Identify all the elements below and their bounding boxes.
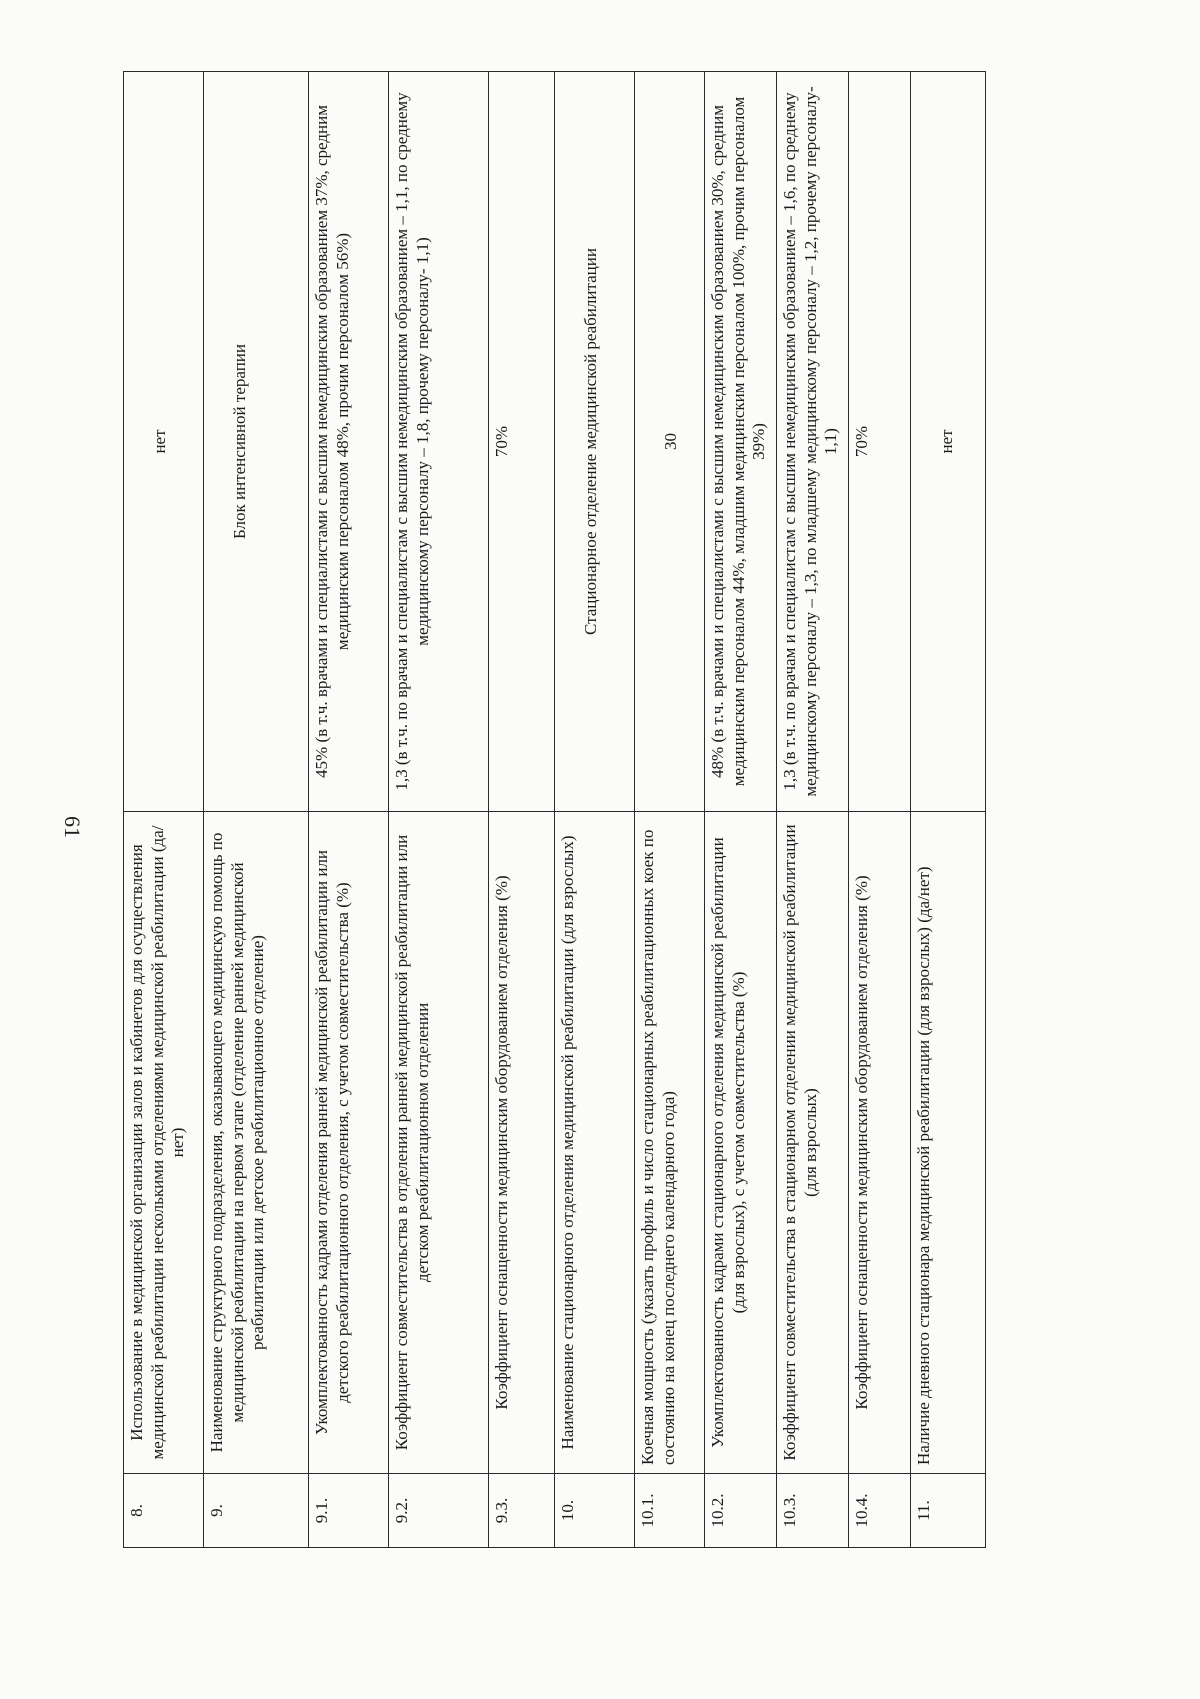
table-row [389,72,489,1548]
row-value: 70% [489,72,555,812]
row-number: 10. [555,1474,635,1548]
row-description: Наличие дневного стационара медицинской реабилитации (для взрослых) (да/нет) [911,812,986,1474]
row-description: Коэффициент оснащенности медицинским оборудованием отделения (%) [849,812,911,1474]
row-value: 30 [635,72,705,812]
table-row [911,72,986,1548]
row-number: 9. [204,1474,309,1548]
row-value: 70% [849,72,911,812]
row-number: 9.1. [309,1474,389,1548]
row-description: Коэффициент совместительства в стационарном отделении медицинской реабилитации (для взрослых) [777,812,849,1474]
row-number: 10.4. [849,1474,911,1548]
row-value: 45% (в т.ч. врачами и специалистами с высшим немедицинским образованием 37%, средним медицинским персоналом 48%, прочим персоналом 56%) [309,72,389,812]
row-number: 9.2. [389,1474,489,1548]
row-number: 11. [911,1474,986,1548]
row-value: 48% (в т.ч. врачами и специалистами с высшим немедицинским образованием 30%, средним медицинским персоналом 44%, младшим медицинским персоналом 100%, прочим персоналом 39%) [705,72,777,812]
row-value: 1,3 (в т.ч. по врачам и специалистам с высшим немедицинским образованием – 1,6, по среднему медицинскому персоналу – 1,3, по младшему медицинскому персоналу – 1,2, прочему персоналу- 1,1) [777,72,849,812]
table-row [204,72,309,1548]
row-number: 8. [124,1474,204,1548]
table-row [555,72,635,1548]
row-value: Стационарное отделение медицинской реабилитации [555,72,635,812]
row-description: Коэффициент совместительства в отделении ранней медицинской реабилитации или детском реабилитационном отделении [389,812,489,1474]
row-value: нет [124,72,204,812]
table-row [635,72,705,1548]
table-row [124,72,204,1548]
rehabilitation-table [123,71,986,1548]
row-number: 10.2. [705,1474,777,1548]
row-description: Наименование структурного подразделения, оказывающего медицинскую помощь по медицинской реабилитации на первом этапе (отделение ранней медицинской реабилитации или детское реабилитационное отделение) [204,812,309,1474]
table-row [849,72,911,1548]
page-number: 61 [60,816,85,838]
row-number: 9.3. [489,1474,555,1548]
row-number: 10.1. [635,1474,705,1548]
rotated-table-container [123,86,1023,1548]
table-row [309,72,389,1548]
row-description: Укомплектованность кадрами стационарного отделения медицинской реабилитации (для взрослых), с учетом совместительства (%) [705,812,777,1474]
row-value: нет [911,72,986,812]
table-row [489,72,555,1548]
row-description: Использование в медицинской организации залов и кабинетов для осуществления медицинской реабилитации несколькими отделениями медицинской реабилитации (да/нет) [124,812,204,1474]
row-number: 10.3. [777,1474,849,1548]
row-description: Наименование стационарного отделения медицинской реабилитации (для взрослых) [555,812,635,1474]
row-value: 1,3 (в т.ч. по врачам и специалистам с высшим немедицинским образованием – 1,1, по среднему медицинскому персоналу – 1,8, прочему персоналу- 1,1) [389,72,489,812]
row-description: Коэффициент оснащенности медицинским оборудованием отделения (%) [489,812,555,1474]
row-value: Блок интенсивной терапии [204,72,309,812]
row-description: Укомплектованность кадрами отделения ранней медицинской реабилитации или детского реабилитационного отделения, с учетом совместительства (%) [309,812,389,1474]
table-row [777,72,849,1548]
table-row [705,72,777,1548]
row-description: Коечная мощность (указать профиль и число стационарных реабилитационных коек по состоянию на конец последнего календарного года) [635,812,705,1474]
